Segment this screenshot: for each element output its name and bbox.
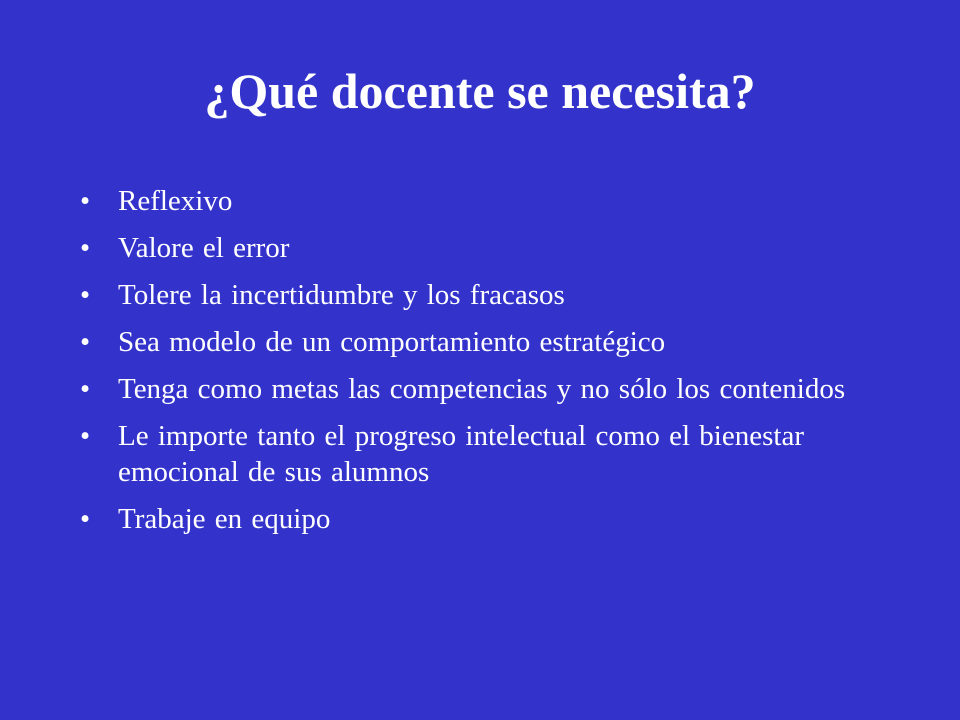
bullet-item [80, 230, 880, 266]
bullet-dot-icon: • [80, 420, 91, 452]
bullet-list [80, 183, 880, 548]
bullet-text: Sea modelo de un comportamiento estratégico [118, 326, 666, 358]
bullet-item [80, 371, 880, 407]
slide-title: ¿Qué docente se necesita? [204, 63, 756, 119]
bullet-item [80, 277, 880, 313]
bullet-text: Reflexivo [118, 185, 233, 217]
bullet-item [80, 324, 880, 360]
bullet-dot-icon: • [80, 373, 91, 405]
bullet-text: Le importe tanto el progreso intelectual como el bienestar emocional de sus alumnos [118, 420, 804, 488]
bullet-text: Trabaje en equipo [118, 503, 331, 535]
bullet-item [80, 418, 880, 490]
bullet-dot-icon: • [80, 185, 91, 217]
bullet-text: Valore el error [118, 232, 290, 264]
bullet-dot-icon: • [80, 232, 91, 264]
bullet-text: Tenga como metas las competencias y no sólo los contenidos [118, 373, 846, 405]
bullet-dot-icon: • [80, 503, 91, 535]
bullet-item [80, 501, 880, 537]
bullet-dot-icon: • [80, 326, 91, 358]
bullet-dot-icon: • [80, 279, 91, 311]
bullet-item [80, 183, 880, 219]
bullet-text: Tolere la incertidumbre y los fracasos [118, 279, 565, 311]
